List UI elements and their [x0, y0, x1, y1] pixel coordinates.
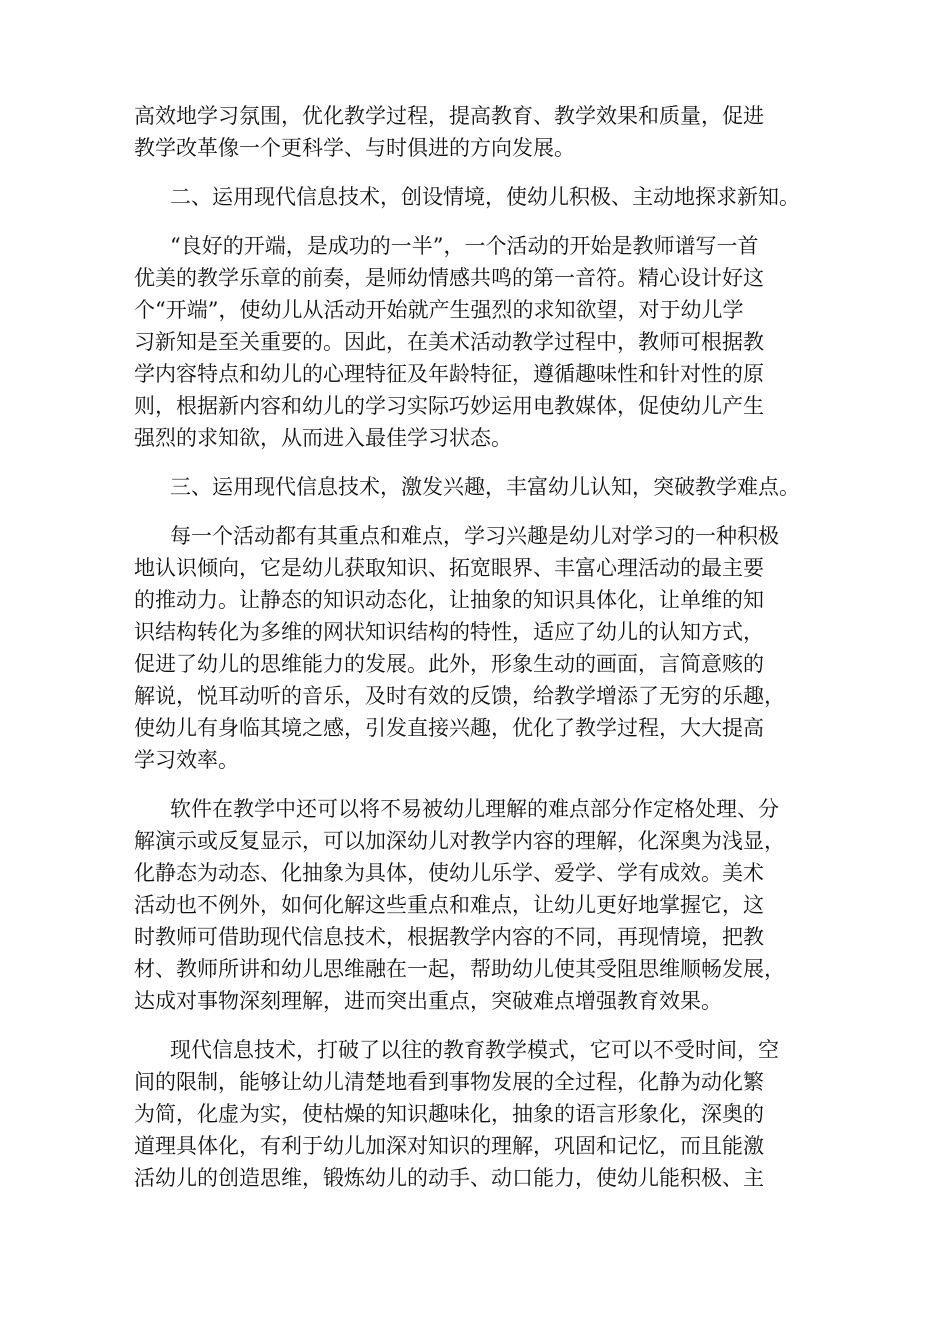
- text-line: 强烈的求知欲，从而进入最佳学习状态。: [134, 426, 512, 450]
- text-line: 个“开端”，使幼儿从活动开始就产生强烈的求知欲望，对于幼儿学: [134, 298, 744, 322]
- text-line: 优美的教学乐章的前奏，是师幼情感共鸣的第一音符。精心设计好这: [134, 266, 764, 290]
- text-line: 学内容特点和幼儿的心理特征及年龄特征，遵循趣味性和针对性的原: [134, 362, 764, 386]
- text-line: 学习效率。: [134, 748, 239, 772]
- text-line: 促进了幼儿的思维能力的发展。此外，形象生动的画面，言简意赅的: [134, 652, 764, 676]
- paragraph: [134, 230, 834, 454]
- text-line: 时教师可借助现代信息技术，根据教学内容的不同，再现情境，把教: [134, 925, 764, 949]
- heading-line: 二、运用现代信息技术，创设情境，使幼儿积极、主动地探求新知。: [170, 185, 800, 209]
- paragraph: [134, 1034, 834, 1194]
- text-line: 解说，悦耳动听的音乐，及时有效的反馈，给教学增添了无穷的乐趣，: [134, 684, 785, 708]
- paragraph: [134, 793, 834, 1017]
- text-line: 软件在教学中还可以将不易被幼儿理解的难点部分作定格处理、分: [170, 797, 779, 821]
- text-line: 教学改革像一个更科学、与时俱进的方向发展。: [134, 136, 575, 160]
- text-line: 使幼儿有身临其境之感，引发直接兴趣，优化了教学过程，大大提高: [134, 716, 764, 740]
- document-body: [134, 100, 834, 1211]
- text-line: 习新知是至关重要的。因此，在美术活动教学过程中，教师可根据教: [134, 330, 764, 354]
- section-heading: [134, 181, 834, 213]
- text-line: 化静态为动态、化抽象为具体，使幼儿乐学、爱学、学有成效。美术: [134, 861, 764, 885]
- text-line: 活动也不例外，如何化解这些重点和难点，让幼儿更好地掌握它，这: [134, 893, 764, 917]
- paragraph-continuation: [134, 100, 834, 164]
- text-line: 间的限制，能够让幼儿清楚地看到事物发展的全过程，化静为动化繁: [134, 1070, 764, 1094]
- text-line: 现代信息技术，打破了以往的教育教学模式，它可以不受时间，空: [170, 1038, 779, 1062]
- text-line: 为简，化虚为实，使枯燥的知识趣味化，抽象的语言形象化，深奥的: [134, 1102, 764, 1126]
- text-line: 活幼儿的创造思维，锻炼幼儿的动手、动口能力，使幼儿能积极、主: [134, 1166, 764, 1190]
- section-heading: [134, 471, 834, 503]
- paragraph: [134, 520, 834, 776]
- text-line: 达成对事物深刻理解，进而突出重点，突破难点增强教育效果。: [134, 989, 722, 1013]
- text-line: 地认识倾向，它是幼儿获取知识、拓宽眼界、丰富心理活动的最主要: [134, 556, 764, 580]
- text-line: 每一个活动都有其重点和难点，学习兴趣是幼儿对学习的一种积极: [170, 524, 779, 548]
- text-line: 道理具体化，有利于幼儿加深对知识的理解，巩固和记忆，而且能激: [134, 1134, 764, 1158]
- text-line: 解演示或反复显示，可以加深幼儿对教学内容的理解，化深奥为浅显，: [134, 829, 785, 853]
- text-line: 识结构转化为多维的网状知识结构的特性，适应了幼儿的认知方式，: [134, 620, 764, 644]
- text-line: 则，根据新内容和幼儿的学习实际巧妙运用电教媒体，促使幼儿产生: [134, 394, 764, 418]
- text-line: 材、教师所讲和幼儿思维融在一起，帮助幼儿使其受阻思维顺畅发展，: [134, 957, 785, 981]
- text-line: 的推动力。让静态的知识动态化，让抽象的知识具体化，让单维的知: [134, 588, 764, 612]
- heading-line: 三、运用现代信息技术，激发兴趣，丰富幼儿认知，突破教学难点。: [170, 475, 800, 499]
- text-line: “良好的开端，是成功的一半”，一个活动的开始是教师谱写一首: [170, 234, 759, 258]
- text-line: 高效地学习氛围，优化教学过程，提高教育、教学效果和质量，促进: [134, 104, 764, 128]
